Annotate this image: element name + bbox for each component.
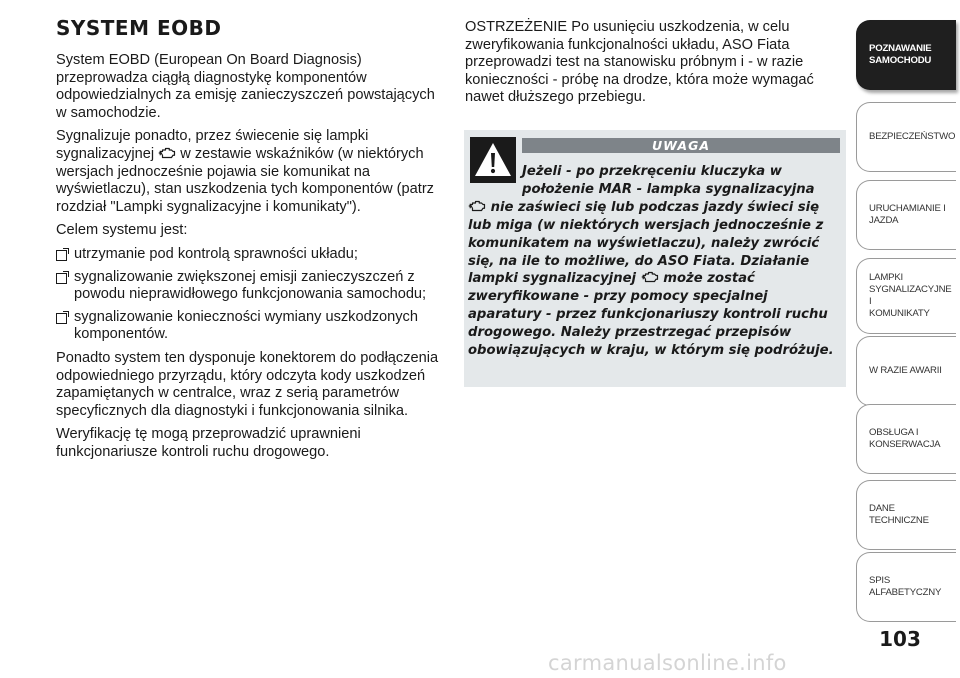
paragraph-warning-note: OSTRZEŻENIE Po usunięciu uszkodzenia, w celu zweryfikowania funkcjonalności układu, ASO Fiata przeprowadzi test na stanowisku próbnym i - w razie konieczności - próbę na drodze, która może wymagać nawet dłuższego przebiegu. — [465, 19, 814, 106]
tab-poznawanie-samochodu[interactable]: POZNAWANIE SAMOCHODU — [856, 20, 956, 90]
warning-text: Jeżeli - po przekręceniu kluczyka w położenie MAR - lampka sygnalizacyjna nie zaświeci się lub podczas jazdy świeci się lub miga (w niektórych wersjach jednocześnie z komunikatem na wyświetlaczu), należy zwrócić się, na ile to możliwe, do ASO Fiata. Działanie lampki sygnalizacyjnej może zostać zweryfikowane - przy pomocy specjalnej aparatury - przez funkcjonariuszy kontroli ruchu drogowego. Należy przestrzegać przepisów obowiązujących w kraju, w którym się podróżuje. — [468, 164, 834, 359]
tab-obsluga-i-konserwacja[interactable]: OBSŁUGA I KONSERWACJA — [856, 404, 956, 474]
engine-check-icon — [641, 271, 659, 283]
chapter-tabs — [856, 0, 960, 678]
warning-box — [464, 130, 846, 387]
paragraph-verification: Weryfikację tę mogą przeprowadzić uprawnieni funkcjonariusze kontroli ruchu drogowego. — [56, 426, 361, 460]
page-number: 103 — [879, 627, 921, 651]
paragraph-connector: Ponadto system ten dysponuje konektorem do podłączenia odpowiedniego przyrządu, który odczyta kody uszkodzeń zapamiętanych w centralce, wraz z serią parametrów specyficznych dla diagnostyki i funkcjonowania silnika. — [56, 349, 439, 419]
checkbox-bullet-icon — [56, 273, 67, 284]
engine-check-icon — [158, 147, 176, 159]
list-item: sygnalizowanie zwiększonej emisji zanieczyszczeń z powodu nieprawidłowego funkcjonowania samochodu; — [56, 269, 441, 304]
tab-lampki-sygnalizacyjne[interactable]: LAMPKI SYGNALIZACYJNE I KOMUNIKATY — [856, 258, 956, 334]
checkbox-bullet-icon — [56, 313, 67, 324]
list-item: sygnalizowanie konieczności wymiany uszkodzonych komponentów. — [56, 309, 441, 344]
paragraph-signal: Sygnalizuje ponadto, przez świecenie się lampki sygnalizacyjnej w zestawie wskaźników (w niektórych wersjach jednocześnie pojawia sie komunikat na wyświetlaczu), stan uszkodzenia tych komponentów (patrz rozdział "Lampki sygnalizacyjne i komunikaty"). — [56, 128, 434, 215]
paragraph-intro: System EOBD (European On Board Diagnosis) przeprowadza ciągłą diagnostykę komponentów odpowiedzialnych za emisję zanieczyszczeń powstających w samochodzie. — [56, 52, 435, 121]
left-column — [56, 52, 441, 467]
engine-check-icon — [468, 200, 486, 212]
checkbox-bullet-icon — [56, 250, 67, 261]
watermark: carmanualsonline.info — [548, 651, 787, 675]
paragraph-goal: Celem systemu jest: — [56, 222, 188, 239]
tab-bezpieczenstwo[interactable]: BEZPIECZEŃSTWO — [856, 102, 956, 172]
list-item: utrzymanie pod kontrolą sprawności układu; — [56, 246, 441, 264]
tab-spis-alfabetyczny[interactable]: SPIS ALFABETYCZNY — [856, 552, 956, 622]
tab-w-razie-awarii[interactable]: W RAZIE AWARII — [856, 336, 956, 406]
right-column — [465, 19, 850, 113]
tab-uruchamianie-i-jazda[interactable]: URUCHAMIANIE I JAZDA — [856, 180, 956, 250]
warning-title: UWAGA — [522, 138, 840, 153]
page-title: SYSTEM EOBD — [56, 16, 222, 40]
goal-list — [56, 246, 441, 344]
tab-dane-techniczne[interactable]: DANE TECHNICZNE — [856, 480, 956, 550]
